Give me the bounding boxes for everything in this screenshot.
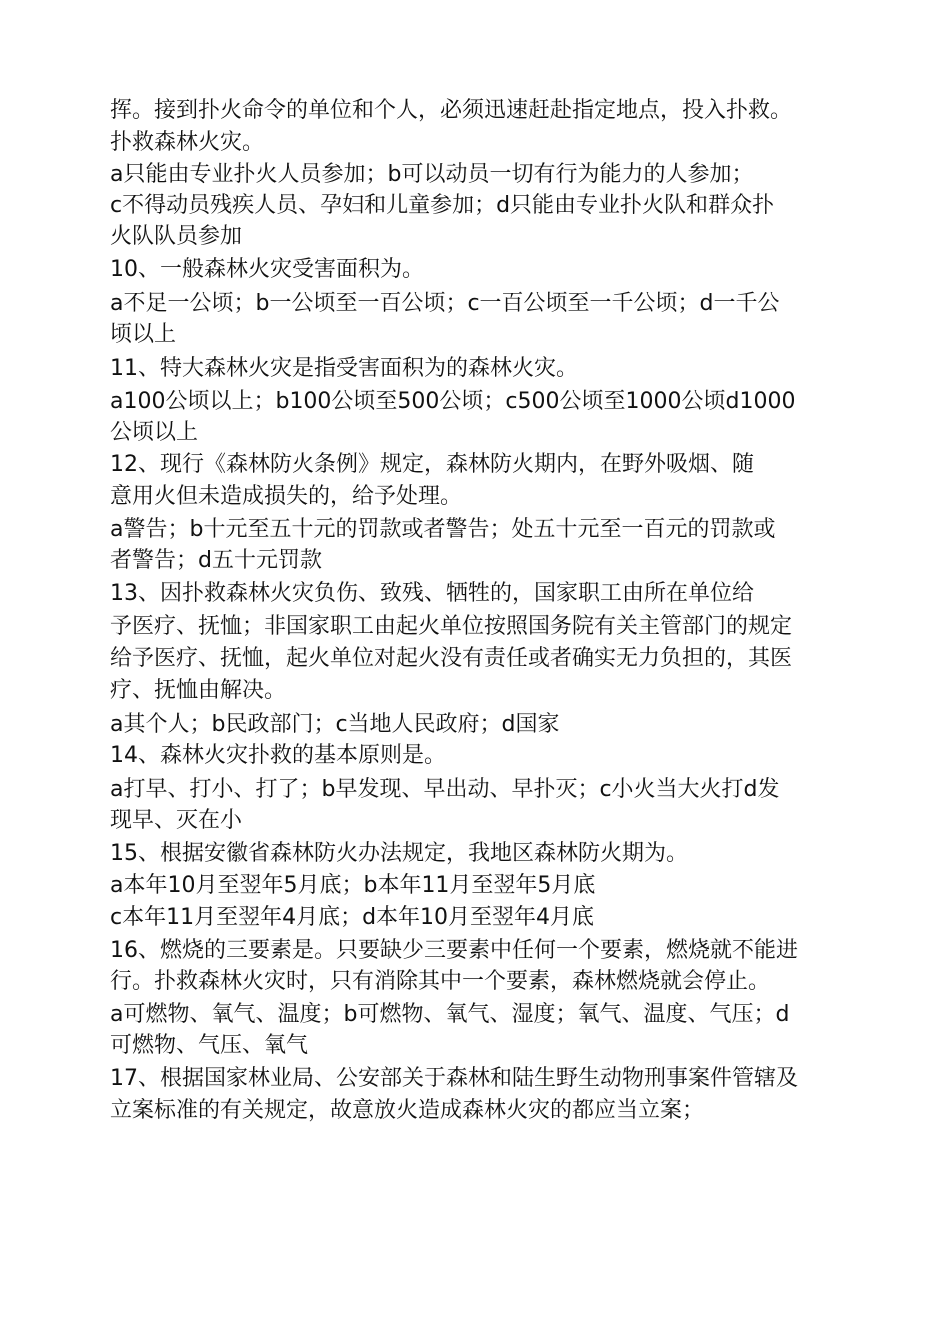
text-line: a不足一公顷；b一公顷至一百公顷；c一百公顷至一千公顷；d一千公: [110, 291, 780, 316]
question-13: 13、因扑救森林火灾负伤、致残、牺牲的，国家职工由所在单位给: [110, 581, 754, 606]
text-line: 火队队员参加: [110, 224, 243, 249]
text-line: 公顷以上: [110, 420, 199, 445]
question-14: 14、森林火灾扑救的基本原则是。: [110, 743, 446, 768]
question-17: 17、根据国家林业局、公安部关于森林和陆生野生动物刑事案件管辖及: [110, 1066, 798, 1091]
text-line: a本年10月至翌年5月底；b本年11月至翌年5月底: [110, 873, 596, 898]
text-line: 立案标准的有关规定，故意放火造成森林火灾的都应当立案；: [110, 1098, 705, 1123]
text-line: 扑救森林火灾。: [110, 130, 265, 155]
text-line: a打早、打小、打了；b早发现、早出动、早扑灭；c小火当大火打d发: [110, 777, 780, 802]
text-line: 顷以上: [110, 322, 177, 347]
text-line: 行。扑救森林火灾时，只有消除其中一个要素，森林燃烧就会停止。: [110, 969, 771, 994]
text-line: a只能由专业扑火人员参加；b可以动员一切有行为能力的人参加；: [110, 162, 754, 187]
text-line: 意用火但未造成损失的，给予处理。: [110, 484, 463, 509]
text-line: a其个人；b民政部门；c当地人民政府；d国家: [110, 712, 560, 737]
text-line: 挥。接到扑火命令的单位和个人，必须迅速赶赴指定地点，投入扑救。: [110, 98, 793, 123]
text-line: 疗、抚恤由解决。: [110, 678, 287, 703]
text-line: 可燃物、气压、氧气: [110, 1033, 309, 1058]
text-line: 给予医疗、抚恤，起火单位对起火没有责任或者确实无力负担的，其医: [110, 646, 793, 671]
text-line: c本年11月至翌年4月底；d本年10月至翌年4月底: [110, 905, 595, 930]
question-11: 11、特大森林火灾是指受害面积为的森林火灾。: [110, 356, 578, 381]
text-line: a警告；b十元至五十元的罚款或者警告；处五十元至一百元的罚款或: [110, 517, 776, 542]
question-15: 15、根据安徽省森林防火办法规定，我地区森林防火期为。: [110, 841, 688, 866]
text-line: a可燃物、氧气、温度；b可燃物、氧气、湿度；氧气、温度、气压；d: [110, 1002, 790, 1027]
question-10: 10、一般森林火灾受害面积为。: [110, 257, 424, 282]
text-line: c不得动员残疾人员、孕妇和儿童参加；d只能由专业扑火队和群众扑: [110, 193, 775, 218]
question-16: 16、燃烧的三要素是。只要缺少三要素中任何一个要素，燃烧就不能进: [110, 938, 798, 963]
question-12: 12、现行《森林防火条例》规定，森林防火期内，在野外吸烟、随: [110, 452, 754, 477]
text-line: 予医疗、抚恤；非国家职工由起火单位按照国务院有关主管部门的规定: [110, 614, 793, 639]
text-line: a100公顷以上；b100公顷至500公顷；c500公顷至1000公顷d1000: [110, 389, 796, 414]
text-line: 现早、灭在小: [110, 808, 243, 833]
text-line: 者警告；d五十元罚款: [110, 548, 322, 573]
